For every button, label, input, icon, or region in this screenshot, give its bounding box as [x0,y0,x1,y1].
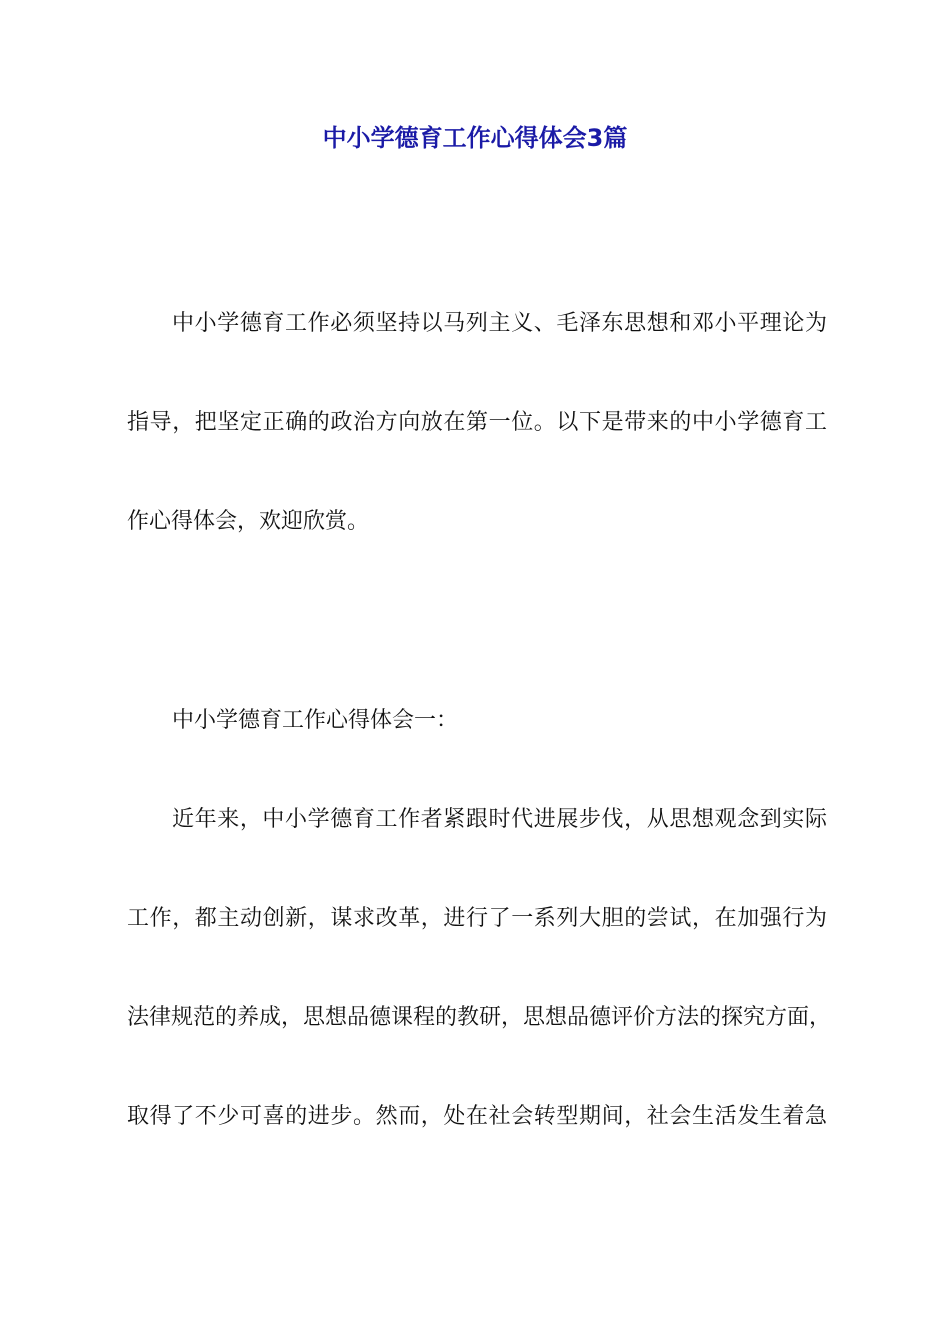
intro-line-2: 指导，把坚定正确的政治方向放在第一位。以下是带来的中小学德育工 [127,410,827,435]
intro-line-1: 中小学德育工作必须坚持以马列主义、毛泽东思想和邓小平理论为 [172,311,827,336]
intro-paragraph [127,274,827,571]
body-line-4: 取得了不少可喜的进步。然而，处在社会转型期间，社会生活发生着急 [127,1104,827,1129]
document-title: 中小学德育工作心得体会3篇 [322,124,628,152]
intro-line-3: 作心得体会，欢迎欣赏。 [127,509,370,534]
section-heading-paragraph [127,671,827,770]
body-line-2: 工作，都主动创新，谋求改革，进行了一系列大胆的尝试，在加强行为 [127,906,827,931]
body-line-1: 近年来，中小学德育工作者紧跟时代进展步伐，从思想观念到实际 [172,807,827,832]
body-line-3: 法律规范的养成，思想品德课程的教研，思想品德评价方法的探究方面， [127,1005,832,1030]
section-heading: 中小学德育工作心得体会一： [172,708,459,733]
body-paragraph [127,770,832,1166]
